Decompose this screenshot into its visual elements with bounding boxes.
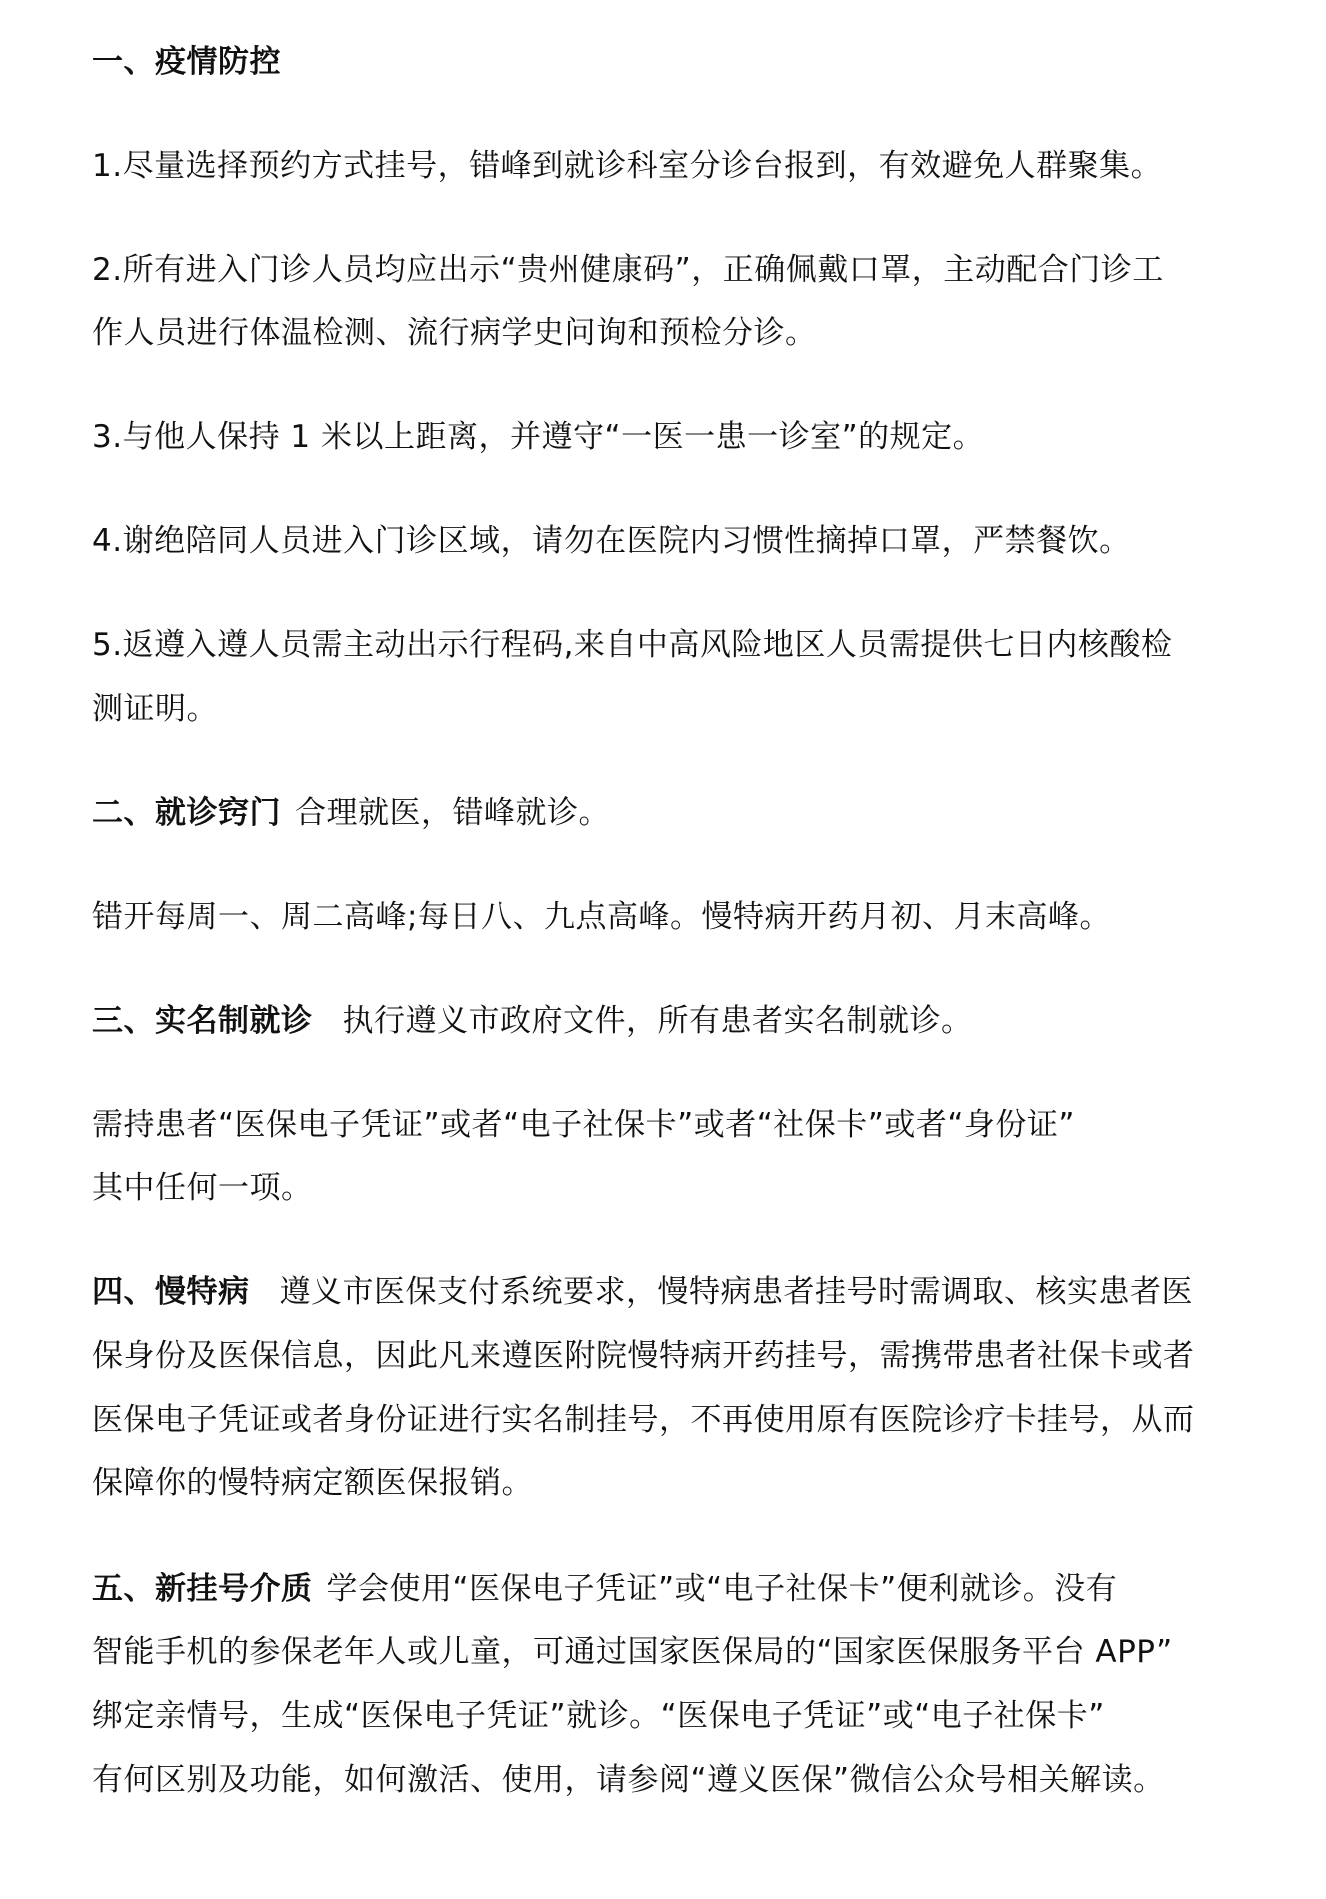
section-1-item-4: 4.谢绝陪同人员进入门诊区域，请勿在医院内习惯性摘掉口罩，严禁餐饮。 bbox=[92, 523, 1131, 559]
section-4-heading-line bbox=[92, 1272, 1242, 1312]
section-1-item-1: 1.尽量选择预约方式挂号，错峰到就诊科室分诊台报到，有效避免人群聚集。 bbox=[92, 148, 1163, 184]
section-1-heading: 一、疫情防控 bbox=[92, 44, 281, 80]
section-2-heading: 二、就诊窍门 bbox=[92, 795, 281, 831]
section-2-lead: 合理就医，错峰就诊。 bbox=[295, 795, 610, 831]
section-1-item-2-line-2: 作人员进行体温检测、流行病学史问询和预检分诊。 bbox=[92, 315, 817, 351]
section-3-paragraph-line-2: 其中任何一项。 bbox=[92, 1170, 313, 1206]
section-1-item-5-line-2: 测证明。 bbox=[92, 691, 218, 727]
section-3-heading: 三、实名制就诊 bbox=[92, 1003, 313, 1039]
section-5-heading-line bbox=[92, 1569, 1242, 1609]
section-3-heading-line bbox=[92, 1001, 1242, 1041]
section-5-line-1: 学会使用“医保电子凭证”或“电子社保卡”便利就诊。没有 bbox=[326, 1571, 1118, 1607]
section-2-paragraph: 错开每周一、周二高峰;每日八、九点高峰。慢特病开药月初、月末高峰。 bbox=[92, 899, 1111, 935]
section-3-paragraph-line-1: 需持患者“医保电子凭证”或者“电子社保卡”或者“社保卡”或者“身份证” bbox=[92, 1107, 1075, 1143]
section-3-lead: 执行遵义市政府文件，所有患者实名制就诊。 bbox=[342, 1003, 973, 1039]
section-1-item-5-line-1: 5.返遵入遵人员需主动出示行程码,来自中高风险地区人员需提供七日内核酸检 bbox=[92, 627, 1173, 663]
section-4-heading: 四、慢特病 bbox=[92, 1274, 250, 1310]
section-5-line-3: 绑定亲情号，生成“医保电子凭证”就诊。“医保电子凭证”或“电子社保卡” bbox=[92, 1698, 1105, 1734]
section-1-item-2-line-1: 2.所有进入门诊人员均应出示“贵州健康码”，正确佩戴口罩，主动配合门诊工 bbox=[92, 252, 1164, 288]
section-2-heading-line bbox=[92, 793, 1242, 833]
section-1-item-3: 3.与他人保持 1 米以上距离，并遵守“一医一患一诊室”的规定。 bbox=[92, 419, 985, 455]
section-4-line-1: 遵义市医保支付系统要求，慢特病患者挂号时需调取、核实患者医 bbox=[279, 1274, 1193, 1310]
section-5-line-2: 智能手机的参保老年人或儿童，可通过国家医保局的“国家医保服务平台 APP” bbox=[92, 1634, 1173, 1670]
section-4-line-2: 保身份及医保信息，因此凡来遵医附院慢特病开药挂号，需携带患者社保卡或者 bbox=[92, 1338, 1195, 1374]
section-4-line-3: 医保电子凭证或者身份证进行实名制挂号，不再使用原有医院诊疗卡挂号，从而 bbox=[92, 1402, 1195, 1438]
section-5-heading: 五、新挂号介质 bbox=[92, 1571, 313, 1607]
section-5-line-4: 有何区别及功能，如何激活、使用，请参阅“遵义医保”微信公众号相关解读。 bbox=[92, 1762, 1165, 1798]
section-4-line-4: 保障你的慢特病定额医保报销。 bbox=[92, 1465, 533, 1501]
